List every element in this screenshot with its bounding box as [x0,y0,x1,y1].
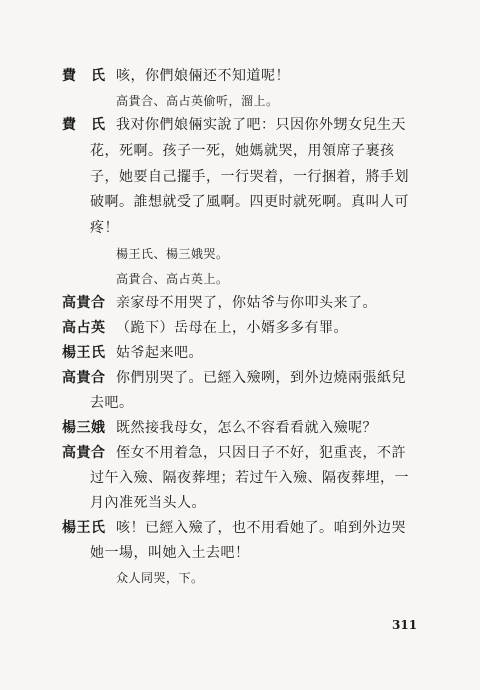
speaker-name: 楊王氏 [62,345,106,361]
dialogue-text: 我对你們娘倆实說了吧：只因你外甥女兒生天 [116,117,406,133]
dialogue-line [62,419,377,437]
dialogue-continuation: 破啊。誰想就受了風啊。四更时就死啊。真叫人可 [90,194,409,210]
dialogue-text: 既然接我母女，怎么不容看看就入殮呢？ [116,420,377,436]
dialogue-text: 咳，你們娘倆还不知道呢！ [116,68,290,84]
dialogue-continuation: 去吧。 [90,395,134,411]
dialogue-continuation: 月內准死当头人。 [90,495,206,511]
dialogue-line [62,116,406,134]
speaker-name: 高貴合 [62,445,106,461]
dialogue-line [62,344,203,362]
speaker-name: 高占英 [62,320,106,336]
stage-direction: 高貴合、高占英偷听，溜上。 [116,94,279,108]
dialogue-line [62,519,406,537]
dialogue-text: 姑爷起来吧。 [116,345,203,361]
dialogue-line [62,294,377,312]
dialogue-text: 侄女不用着急，只因日子不好，犯重丧，不許 [116,445,406,461]
speaker-name: 高貴合 [62,370,106,386]
page-number: 311 [392,618,418,632]
speaker-name: 楊王氏 [62,520,106,536]
dialogue-continuation: 花，死啊。孩子一死，她媽就哭，用領席子裹孩 [90,143,395,159]
speaker-name: 費 氏 [62,68,106,84]
dialogue-continuation: 她一場，叫她入土去吧！ [90,545,250,561]
dialogue-line [62,67,290,85]
speaker-name: 費 氏 [62,117,106,133]
dialogue-line [62,319,348,337]
speaker-name: 高貴合 [62,295,106,311]
dialogue-text: 亲家母不用哭了，你姑爷与你叩头来了。 [116,295,377,311]
dialogue-text: （跪下）岳母在上，小婿多多有罪。 [116,320,348,336]
dialogue-text: 你們別哭了。已經入殮咧，到外边燒兩張紙兒 [116,370,406,386]
stage-direction: 众人同哭，下。 [116,571,204,585]
dialogue-continuation: 疼！ [90,220,119,236]
stage-direction: 高貴合、高占英上。 [116,272,229,286]
dialogue-continuation: 过午入殮、隔夜葬埋；若过午入殮、隔夜葬埋，一 [90,470,409,486]
dialogue-line [62,369,406,387]
dialogue-continuation: 子，她要自己擺手，一行哭着，一行捆着，將手划 [90,169,409,185]
stage-direction: 楊王氏、楊三娥哭。 [116,247,229,261]
dialogue-line [62,444,406,462]
dialogue-text: 咳！已經入殮了，也不用看她了。咱到外边哭 [116,520,406,536]
speaker-name: 楊三娥 [62,420,106,436]
